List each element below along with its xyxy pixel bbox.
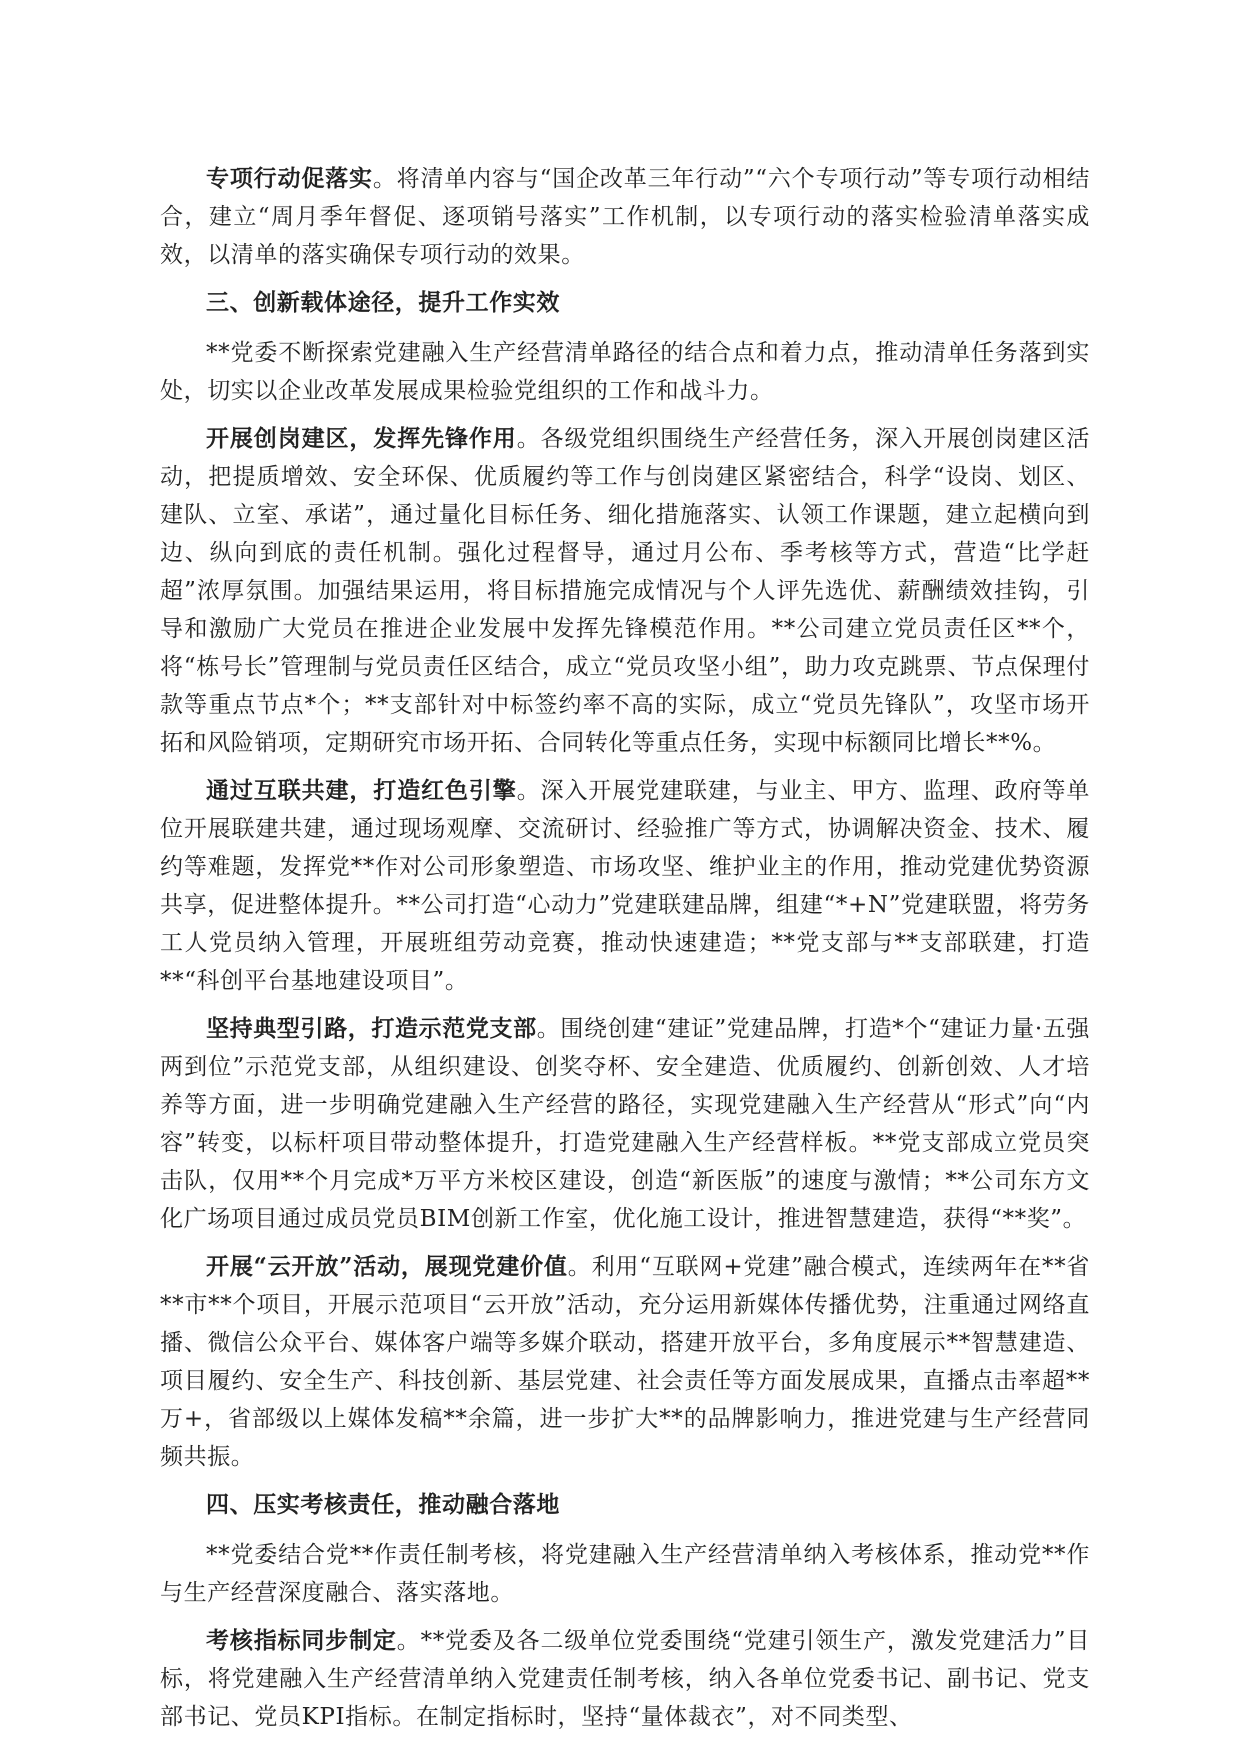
paragraph-text: 深入开展党建联建，与业主、甲方、监理、政府等单位开展联建共建，通过现场观摩、交流研讨、经验推广等方式，协调解决资金、技术、履约等难题，发挥党**作对公司形象塑造、市场攻坚、维护业主的作用，推动党建优势资源共享，促进整体提升。**公司打造“心动力”党建联建品牌，组建“*+N”党建联盟，将劳务工人党员纳入管理，开展班组劳动竞赛，推动快速建造；**党支部与**支部联建，打造**“科创平台基地建设项目”。 — [160, 778, 1090, 994]
paragraph-text: 将清单内容与“国企改革三年行动”“六个专项行动”等专项行动相结合，建立“周月季年督促、逐项销号落实”工作机制，以专项行动的落实检验清单落实成效，以清单的落实确保专项行动的效果。 — [160, 166, 1091, 268]
paragraph-lead: 开展创岗建区，发挥先锋作用 — [206, 425, 517, 452]
paragraph — [160, 160, 1090, 274]
paragraph-lead-punct: 。 — [536, 1016, 561, 1042]
paragraph — [160, 1536, 1090, 1612]
paragraph — [160, 420, 1090, 762]
paragraph — [160, 1622, 1090, 1736]
paragraph — [160, 1010, 1090, 1238]
paragraph-lead: 开展“云开放”活动，展现党建价值 — [206, 1253, 568, 1280]
section-heading: 四、压实考核责任，推动融合落地 — [206, 1491, 560, 1518]
paragraph-lead: 坚持典型引路，打造示范党支部 — [206, 1015, 537, 1042]
paragraph — [160, 334, 1090, 410]
paragraph-lead-punct: 。 — [372, 166, 397, 192]
paragraph-lead: 专项行动促落实 — [206, 165, 373, 192]
paragraph-lead-punct: 。 — [516, 426, 541, 452]
paragraph — [160, 772, 1090, 1000]
paragraph-lead-punct: 。 — [516, 778, 541, 804]
section-heading: 三、创新载体途径，提升工作实效 — [206, 289, 560, 316]
paragraph-text: 各级党组织围绕生产经营任务，深入开展创岗建区活动，把提质增效、安全环保、优质履约等工作与创岗建区紧密结合，科学“设岗、划区、建队、立室、承诺”，通过量化目标任务、细化措施落实、认领工作课题，建立起横向到边、纵向到底的责任机制。强化过程督导，通过月公布、季考核等方式，营造“比学赶超”浓厚氛围。加强结果运用，将目标措施完成情况与个人评先选优、薪酬绩效挂钩，引导和激励广大党员在推进企业发展中发挥先锋模范作用。**公司建立党员责任区**个，将“栋号长”管理制与党员责任区结合，成立“党员攻坚小组”，助力攻克跳票、节点保理付款等重点节点*个；**支部针对中标签约率不高的实际，成立“党员先锋队”，攻坚市场开拓和风险销项，定期研究市场开拓、合同转化等重点任务，实现中标额同比增长**%。 — [160, 426, 1090, 756]
paragraph-text: **党委不断探索党建融入生产经营清单路径的结合点和着力点，推动清单任务落到实处，切实以企业改革发展成果检验党组织的工作和战斗力。 — [160, 340, 1090, 404]
paragraph-lead-punct: 。 — [396, 1628, 421, 1654]
paragraph-lead: 通过互联共建，打造红色引擎 — [206, 777, 517, 804]
paragraph-lead-punct: 。 — [567, 1254, 592, 1280]
paragraph-text: **党委结合党**作责任制考核，将党建融入生产经营清单纳入考核体系，推动党**作与生产经营深度融合、落实落地。 — [160, 1542, 1090, 1606]
paragraph-lead: 考核指标同步制定 — [206, 1627, 397, 1654]
paragraph-text: 围绕创建“建证”党建品牌，打造*个“建证力量·五强两到位”示范党支部，从组织建设、创奖夺杯、安全建造、优质履约、创新创效、人才培养等方面，进一步明确党建融入生产经营的路径，实现党建融入生产经营从“形式”向“内容”转变，以标杆项目带动整体提升，打造党建融入生产经营样板。**党支部成立党员突击队，仅用**个月完成*万平方米校区建设，创造“新医版”的速度与激情；**公司东方文化广场项目通过成员党员BIM创新工作室，优化施工设计，推进智慧建造，获得“**奖”。 — [160, 1016, 1090, 1232]
paragraph — [160, 1248, 1090, 1476]
paragraph-text: **党委及各二级单位党委围绕“党建引领生产，激发党建活力”目标，将党建融入生产经营清单纳入党建责任制考核，纳入各单位党委书记、副书记、党支部书记、党员KPI指标。在制定指标时，坚持“量体裁衣”，对不同类型、 — [160, 1628, 1090, 1730]
paragraph-text: 利用“互联网+党建”融合模式，连续两年在**省**市**个项目，开展示范项目“云开放”活动，充分运用新媒体传播优势，注重通过网络直播、微信公众平台、媒体客户端等多媒介联动，搭建开放平台，多角度展示**智慧建造、项目履约、安全生产、科技创新、基层党建、社会责任等方面发展成果，直播点击率超**万+，省部级以上媒体发稿**余篇，进一步扩大**的品牌影响力，推进党建与生产经营同频共振。 — [160, 1254, 1091, 1470]
